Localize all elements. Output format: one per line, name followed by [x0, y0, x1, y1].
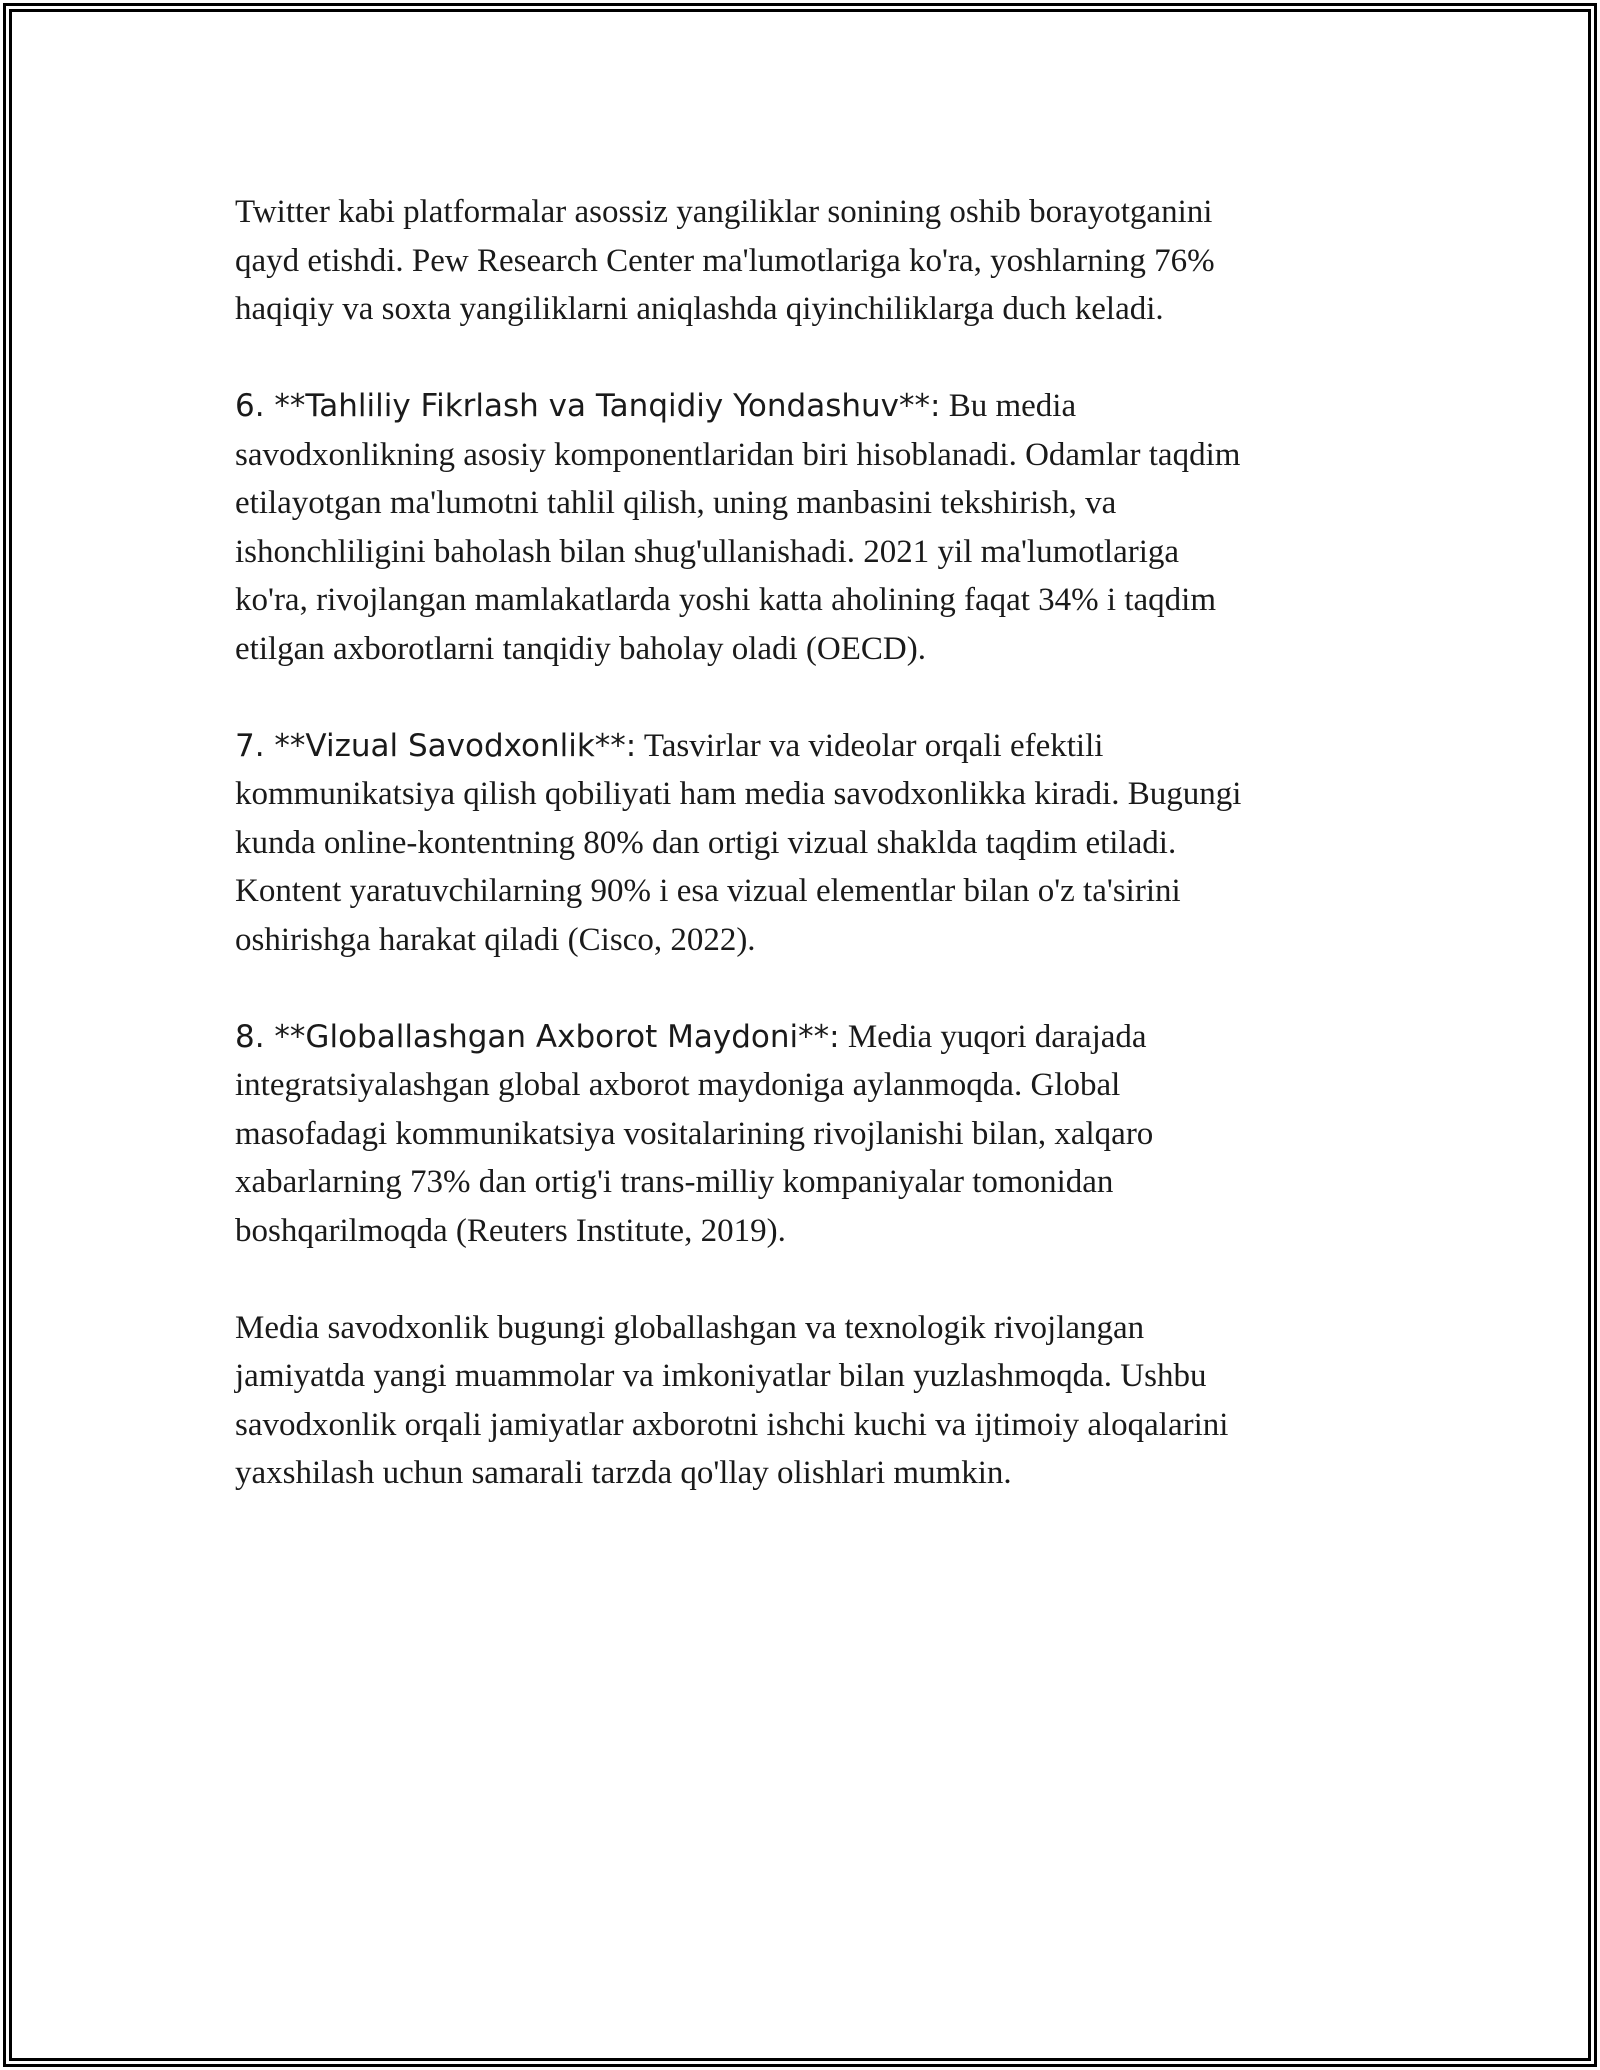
text-line: oshirishga harakat qiladi (Cisco, 2022).	[235, 921, 756, 958]
text-line-tail: Tasvirlar va videolar orqali efektili	[636, 727, 1104, 764]
text-line: boshqarilmoqda (Reuters Institute, 2019).	[235, 1212, 786, 1249]
text-line	[235, 382, 1365, 431]
text-line: Media savodxonlik bugungi globallashgan va texnologik rivojlangan	[235, 1309, 1145, 1346]
item-heading: 7. **Vizual Savodxonlik**:	[235, 727, 637, 764]
text-line: kunda online-kontentning 80% dan ortigi vizual shaklda taqdim etiladi.	[235, 824, 1177, 861]
text-line	[235, 722, 1365, 771]
text-line: Kontent yaratuvchilarning 90% i esa vizual elementlar bilan o'z ta'sirini	[235, 873, 1181, 909]
text-line-tail: Media yuqori darajada	[839, 1018, 1147, 1055]
text-line	[235, 1013, 1365, 1062]
document-body	[235, 188, 1365, 1546]
text-line: kommunikatsiya qilish qobiliyati ham media savodxonlikka kiradi. Bugungi	[235, 776, 1242, 812]
paragraph-item-8	[235, 1013, 1365, 1256]
paragraph-conclusion	[235, 1304, 1365, 1498]
item-heading: 6. **Tahliliy Fikrlash va Tanqidiy Yondashuv**:	[235, 388, 941, 424]
text-line: yaxshilash uchun samarali tarzda qo'llay olishlari mumkin.	[235, 1455, 1012, 1491]
text-line: etilgan axborotlarni tanqidiy baholay oladi (OECD).	[235, 630, 926, 667]
text-line: jamiyatda yangi muammolar va imkoniyatlar bilan yuzlashmoqda. Ushbu	[235, 1358, 1207, 1394]
paragraph-intro	[235, 188, 1365, 334]
text-line: savodxonlik orqali jamiyatlar axborotni ishchi kuchi va ijtimoiy aloqalarini	[235, 1406, 1229, 1443]
text-line: integratsiyalashgan global axborot maydoniga aylanmoqda. Global	[235, 1067, 1121, 1103]
paragraph-item-6	[235, 382, 1365, 673]
text-line: etilayotgan ma'lumotni tahlil qilish, uning manbasini tekshirish, va	[235, 485, 1117, 521]
paragraph-item-7	[235, 722, 1365, 965]
text-line: masofadagi kommunikatsiya vositalarining rivojlanishi bilan, xalqaro	[235, 1115, 1154, 1152]
text-line-tail: Bu media	[940, 388, 1077, 424]
text-line: Twitter kabi platformalar asossiz yangiliklar sonining oshib borayotganini	[235, 194, 1213, 230]
text-line: savodxonlikning asosiy komponentlaridan biri hisoblanadi. Odamlar taqdim	[235, 436, 1241, 473]
text-line: haqiqiy va soxta yangiliklarni aniqlashda qiyinchiliklarga duch keladi.	[235, 291, 1164, 327]
text-line: ko'ra, rivojlangan mamlakatlarda yoshi katta aholining faqat 34% i taqdim	[235, 582, 1216, 618]
text-line: ishonchliligini baholash bilan shug'ullanishadi. 2021 yil ma'lumotlariga	[235, 533, 1180, 570]
text-line: qayd etishdi. Pew Research Center ma'lumotlariga ko'ra, yoshlarning 76%	[235, 242, 1215, 279]
text-line: xabarlarning 73% dan ortig'i trans-milliy kompaniyalar tomonidan	[235, 1164, 1114, 1200]
item-heading: 8. **Globallashgan Axborot Maydoni**:	[235, 1018, 840, 1055]
